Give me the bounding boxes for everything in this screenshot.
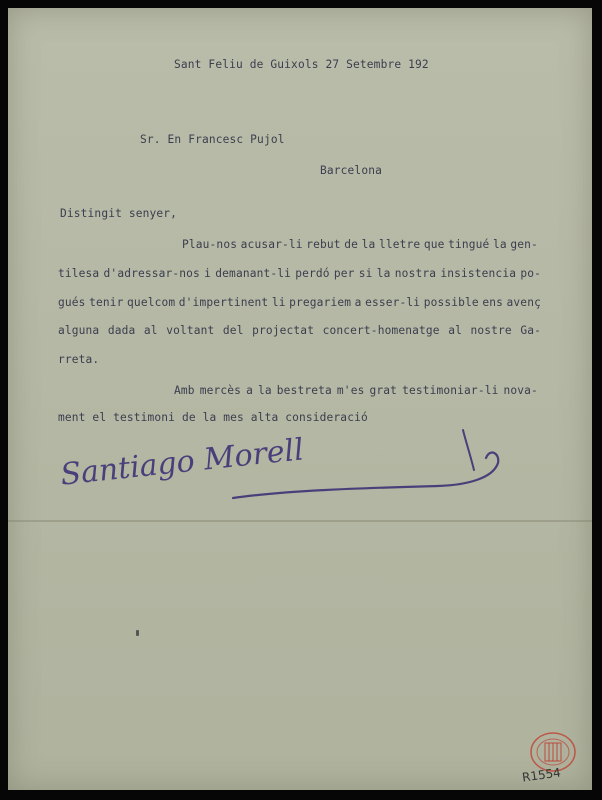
salutation: Distingit senyer, [60, 207, 178, 220]
paragraph1-line: rreta. [58, 353, 100, 366]
archive-reference: R1554 [521, 765, 562, 785]
letter-sheet [8, 8, 592, 790]
place-date-line: Sant Feliu de Guixols 27 Setembre 192 [174, 58, 429, 71]
signature-flourish-icon [228, 428, 528, 518]
signature: Santiago Morell [58, 432, 306, 493]
paragraph1-line: alguna dada al voltant del projectat concert-homenatge al nostre Ga- [58, 324, 541, 337]
recipient-line: Sr. En Francesc Pujol [140, 133, 285, 146]
paragraph2-line: ment el testimoni de la mes alta consideració [58, 411, 368, 424]
paragraph2-line: Amb mercès a la bestreta m'es grat testimoniar-li nova- [174, 384, 538, 397]
paragraph1-line: gués tenir quelcom d'impertinent li pregariem a esser-li possible ens avenç [58, 296, 541, 309]
ink-mark [136, 630, 139, 636]
paragraph1-line: Plau-nos acusar-li rebut de la lletre que tingué la gen- [182, 238, 538, 251]
paragraph1-line: tilesa d'adressar-nos i demanant-li perdó per si la nostra insistencia po- [58, 267, 541, 280]
recipient-city: Barcelona [320, 164, 382, 177]
paper-fold-crease [8, 520, 592, 522]
